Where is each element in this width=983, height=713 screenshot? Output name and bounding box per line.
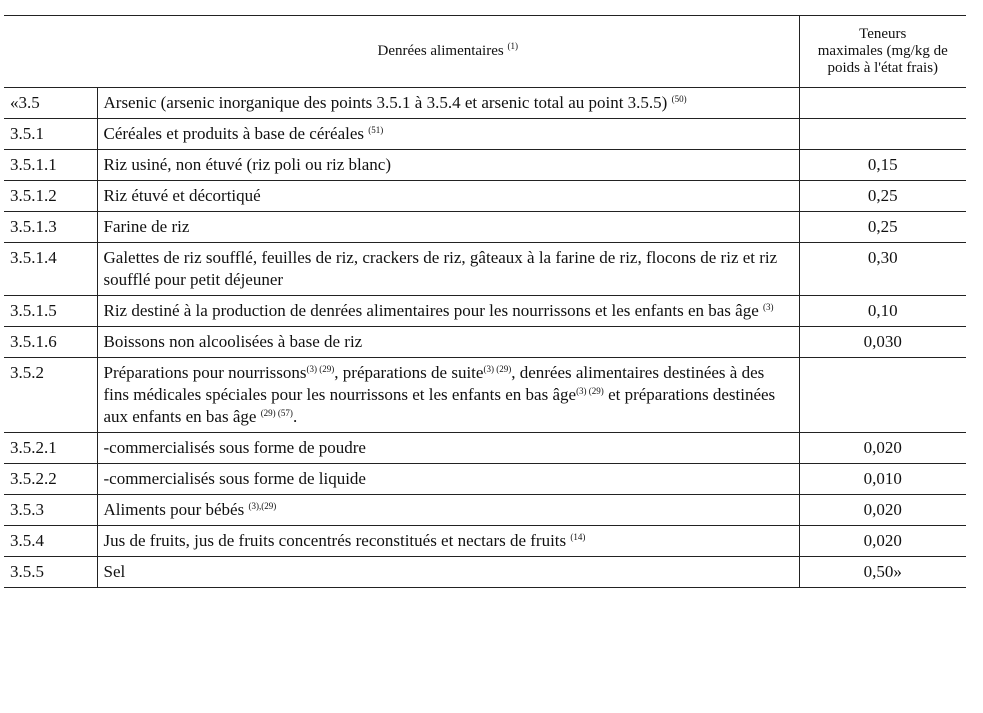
row-description bbox=[97, 296, 799, 327]
row-value: 0,020 bbox=[799, 495, 966, 526]
row-number: 3.5.5 bbox=[4, 557, 97, 588]
row-value: 0,030 bbox=[799, 327, 966, 358]
row-text: Galettes de riz soufflé, feuilles de riz, crackers de riz, gâteaux à la farine de riz, flocons de riz et riz soufflé pour petit déjeuner bbox=[103, 248, 778, 289]
row-description bbox=[97, 119, 799, 150]
row-value: 0,30 bbox=[799, 243, 966, 296]
row-description bbox=[97, 181, 799, 212]
row-value: 0,020 bbox=[799, 433, 966, 464]
row-description bbox=[97, 557, 799, 588]
row-number: 3.5.2 bbox=[4, 358, 97, 433]
table-row bbox=[4, 464, 966, 495]
row-number: 3.5.1 bbox=[4, 119, 97, 150]
row-text: Arsenic (arsenic inorganique des points 3.5.1 à 3.5.4 et arsenic total au point 3.5.5) bbox=[103, 93, 668, 112]
row-text: Céréales et produits à base de céréales bbox=[103, 124, 365, 143]
row-number: 3.5.1.1 bbox=[4, 150, 97, 181]
row-note: (3) (29) bbox=[483, 364, 512, 374]
row-text: Aliments pour bébés bbox=[103, 500, 245, 519]
row-text: Riz étuvé et décortiqué bbox=[103, 186, 261, 205]
row-number: 3.5.1.2 bbox=[4, 181, 97, 212]
row-description bbox=[97, 495, 799, 526]
row-text: -commercialisés sous forme de liquide bbox=[103, 469, 366, 488]
row-number: «3.5 bbox=[4, 88, 97, 119]
table-row bbox=[4, 181, 966, 212]
table-row bbox=[4, 557, 966, 588]
max-levels-table bbox=[4, 15, 966, 588]
row-description bbox=[97, 464, 799, 495]
table-row bbox=[4, 150, 966, 181]
row-note: (3) (29) bbox=[576, 386, 604, 396]
row-description bbox=[97, 243, 799, 296]
row-value bbox=[799, 119, 966, 150]
row-value: 0,020 bbox=[799, 526, 966, 557]
row-text: et préparations destinées aux enfants en bas âge bbox=[103, 385, 776, 426]
row-text: . bbox=[292, 407, 298, 426]
row-note: (51) bbox=[368, 125, 384, 135]
header-max-line3: poids à l'état frais) bbox=[827, 60, 939, 76]
row-text: -commercialisés sous forme de poudre bbox=[103, 438, 366, 457]
row-number: 3.5.1.3 bbox=[4, 212, 97, 243]
row-description bbox=[97, 150, 799, 181]
row-note: (3) bbox=[763, 302, 774, 312]
header-number-cell bbox=[4, 16, 97, 88]
row-number: 3.5.2.1 bbox=[4, 433, 97, 464]
row-value: 0,15 bbox=[799, 150, 966, 181]
header-food-cell bbox=[97, 16, 799, 88]
row-text: Farine de riz bbox=[103, 217, 190, 236]
table-header-row bbox=[4, 16, 966, 88]
row-value: 0,010 bbox=[799, 464, 966, 495]
row-text: Boissons non alcoolisées à base de riz bbox=[103, 332, 363, 351]
header-food-note: (1) bbox=[507, 41, 518, 51]
row-number: 3.5.1.6 bbox=[4, 327, 97, 358]
row-description bbox=[97, 433, 799, 464]
row-number: 3.5.1.5 bbox=[4, 296, 97, 327]
header-food-label: Denrées alimentaires bbox=[377, 43, 504, 59]
row-note: (14) bbox=[570, 532, 586, 542]
row-text: , denrées alimentaires destinées à des fins médicales spéciales pour les nourrissons et les enfants en bas âge bbox=[103, 363, 765, 404]
table-row bbox=[4, 119, 966, 150]
row-note: (3) (29) bbox=[306, 364, 335, 374]
row-value bbox=[799, 358, 966, 433]
row-number: 3.5.2.2 bbox=[4, 464, 97, 495]
row-description bbox=[97, 358, 799, 433]
row-number: 3.5.3 bbox=[4, 495, 97, 526]
row-number: 3.5.4 bbox=[4, 526, 97, 557]
header-max-cell bbox=[799, 16, 966, 88]
header-max-line2: maximales (mg/kg de bbox=[817, 43, 948, 59]
row-value: 0,25 bbox=[799, 181, 966, 212]
table-row bbox=[4, 243, 966, 296]
row-value bbox=[799, 88, 966, 119]
table-row bbox=[4, 88, 966, 119]
row-text: , préparations de suite bbox=[334, 363, 484, 382]
row-value: 0,50» bbox=[799, 557, 966, 588]
table-row bbox=[4, 495, 966, 526]
table-row bbox=[4, 212, 966, 243]
row-text: Riz usiné, non étuvé (riz poli ou riz blanc) bbox=[103, 155, 391, 174]
header-max-line1: Teneurs bbox=[859, 26, 907, 42]
row-text: Sel bbox=[103, 562, 126, 581]
row-note: (29) (57) bbox=[260, 408, 293, 418]
row-text: Jus de fruits, jus de fruits concentrés reconstitués et nectars de fruits bbox=[103, 531, 567, 550]
row-number: 3.5.1.4 bbox=[4, 243, 97, 296]
row-note: (50) bbox=[671, 94, 687, 104]
row-note: (3),(29) bbox=[248, 501, 277, 511]
row-value: 0,10 bbox=[799, 296, 966, 327]
row-description bbox=[97, 88, 799, 119]
table-row bbox=[4, 296, 966, 327]
row-description bbox=[97, 327, 799, 358]
row-text: Riz destiné à la production de denrées alimentaires pour les nourrissons et les enfants en bas âge bbox=[103, 301, 759, 320]
table-row bbox=[4, 327, 966, 358]
table-row bbox=[4, 358, 966, 433]
row-description bbox=[97, 212, 799, 243]
row-text: Préparations pour nourrissons bbox=[103, 363, 307, 382]
row-description bbox=[97, 526, 799, 557]
table-row bbox=[4, 526, 966, 557]
table-row bbox=[4, 433, 966, 464]
row-value: 0,25 bbox=[799, 212, 966, 243]
